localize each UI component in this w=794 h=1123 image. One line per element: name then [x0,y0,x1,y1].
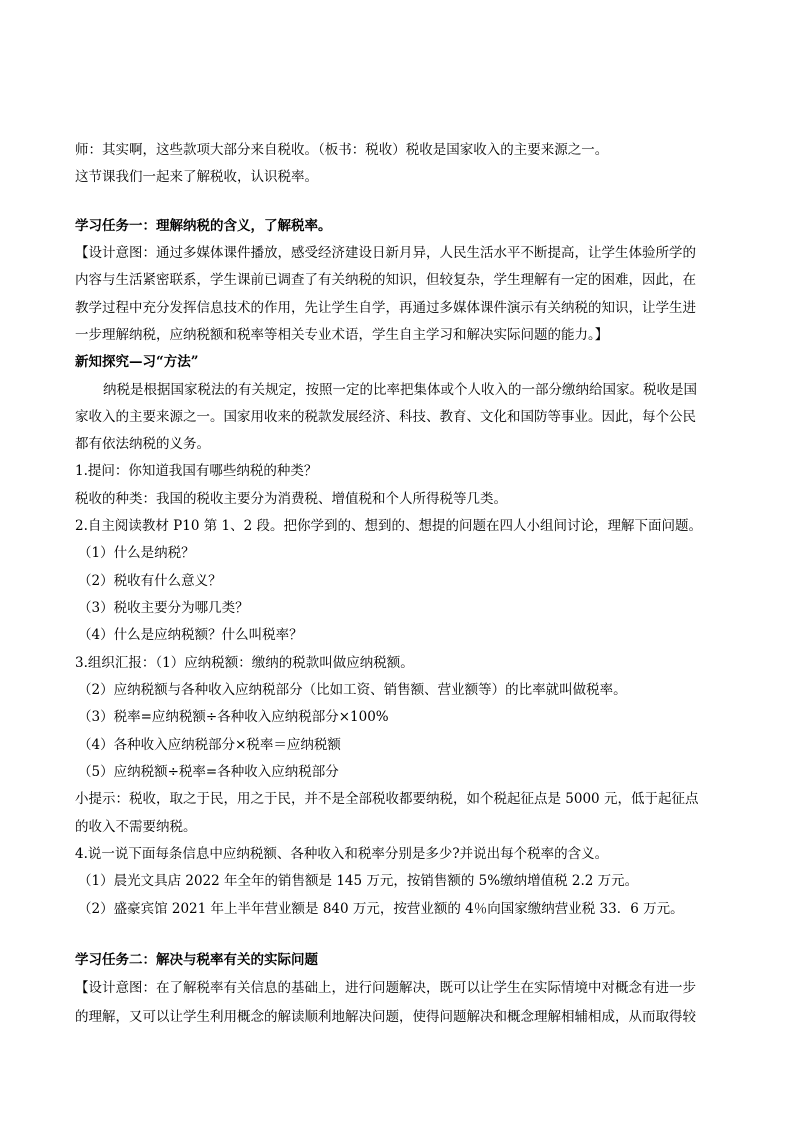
tip-line: 的收入不需要纳税。 [75,819,197,835]
design-intent-line: 教学过程中充分发挥信息技术的作用，先让学生自学，再通过多媒体课件演示有关纳税的知识，让学生进 [75,300,696,316]
list-item: （3）税率=应纳税额÷各种收入应纳税部分×100% [78,709,389,725]
question-line: 1.提问：你知道我国有哪些纳税的种类？ [75,463,318,479]
list-item: （2）盛豪宾馆 2021 年上半年营业额是 840 万元，按营业额的 4％向国家缴纳营业税 33．6 万元。 [78,901,684,917]
paragraph-line: 纳税是根据国家税法的有关规定，按照一定的比率把集体或个人收入的一部分缴纳给国家。税收是国 [103,382,697,398]
instruction-line: 2.自主阅读教材 P10 第 1、2 段。把你学到的、想到的、想提的问题在四人小组间讨论，理解下面问题。 [75,518,702,534]
paragraph-line: 都有依法纳税的义务。 [75,436,210,452]
list-item: （1）晨光文具店 2022 年全年的销售额是 145 万元，按销售额的 5%缴纳增值税 2.2 万元。 [78,873,639,889]
list-item: （1）什么是纳税？ [78,545,195,561]
design-intent-line: 【设计意图：通过多媒体课件播放，感受经济建设日新月异，人民生活水平不断提高，让学生体验所学的 [75,245,696,261]
design-intent-line: 【设计意图：在了解税率有关信息的基础上，进行问题解决，既可以让学生在实际情境中对概念有进一步 [75,980,696,996]
design-intent-line: 的理解，又可以让学生利用概念的解读顺利地解决问题，使得问题解决和概念理解相辅相成，从而取得较 [75,1009,696,1025]
design-intent-line: 一步理解纳税，应纳税额和税率等相关专业术语，学生自主学习和解决实际问题的能力。】 [75,327,609,343]
task-two-heading: 学习任务二：解决与税率有关的实际问题 [75,952,318,968]
tip-line: 小提示：税收，取之于民，用之于民，并不是全部税收都要纳税，如个税起征点是 5000 元，低于起征点 [75,791,699,807]
instruction-line: 4.说一说下面每条信息中应纳税额、各种收入和税率分别是多少?并说出每个税率的含义。 [75,846,609,862]
task-one-heading: 学习任务一：理解纳税的含义，了解税率。 [75,218,332,234]
design-intent-line: 内容与生活紧密联系，学生课前已调查了有关纳税的知识，但较复杂，学生理解有一定的困难，因此，在 [75,272,696,288]
report-line: 3.组织汇报：（1）应纳税额：缴纳的税款叫做应纳税额。 [75,655,414,671]
section-heading: 新知探究—习“方法” [75,354,199,370]
teacher-line: 师：其实啊，这些款项大部分来自税收。（板书：税收）税收是国家收入的主要来源之一。 [75,142,609,158]
intro-line: 这节课我们一起来了解税收，认识税率。 [75,169,318,185]
list-item: （2）税收有什么意义？ [78,573,222,589]
list-item: （4）各种收入应纳税部分×税率＝应纳税额 [78,737,341,753]
list-item: （3）税收主要分为哪几类？ [78,600,249,616]
list-item: （2）应纳税额与各种收入应纳税部分（比如工资、销售额、营业额等）的比率就叫做税率。 [78,682,627,698]
list-item: （4）什么是应纳税额？什么叫税率？ [78,627,303,643]
paragraph-line: 家收入的主要来源之一。国家用收来的税款发展经济、科技、教育、文化和国防等事业。因此，每个公民 [75,409,696,425]
list-item: （5）应纳税额÷税率=各种收入应纳税部分 [78,764,339,780]
answer-line: 税收的种类：我国的税收主要分为消费税、增值税和个人所得税等几类。 [75,491,507,507]
